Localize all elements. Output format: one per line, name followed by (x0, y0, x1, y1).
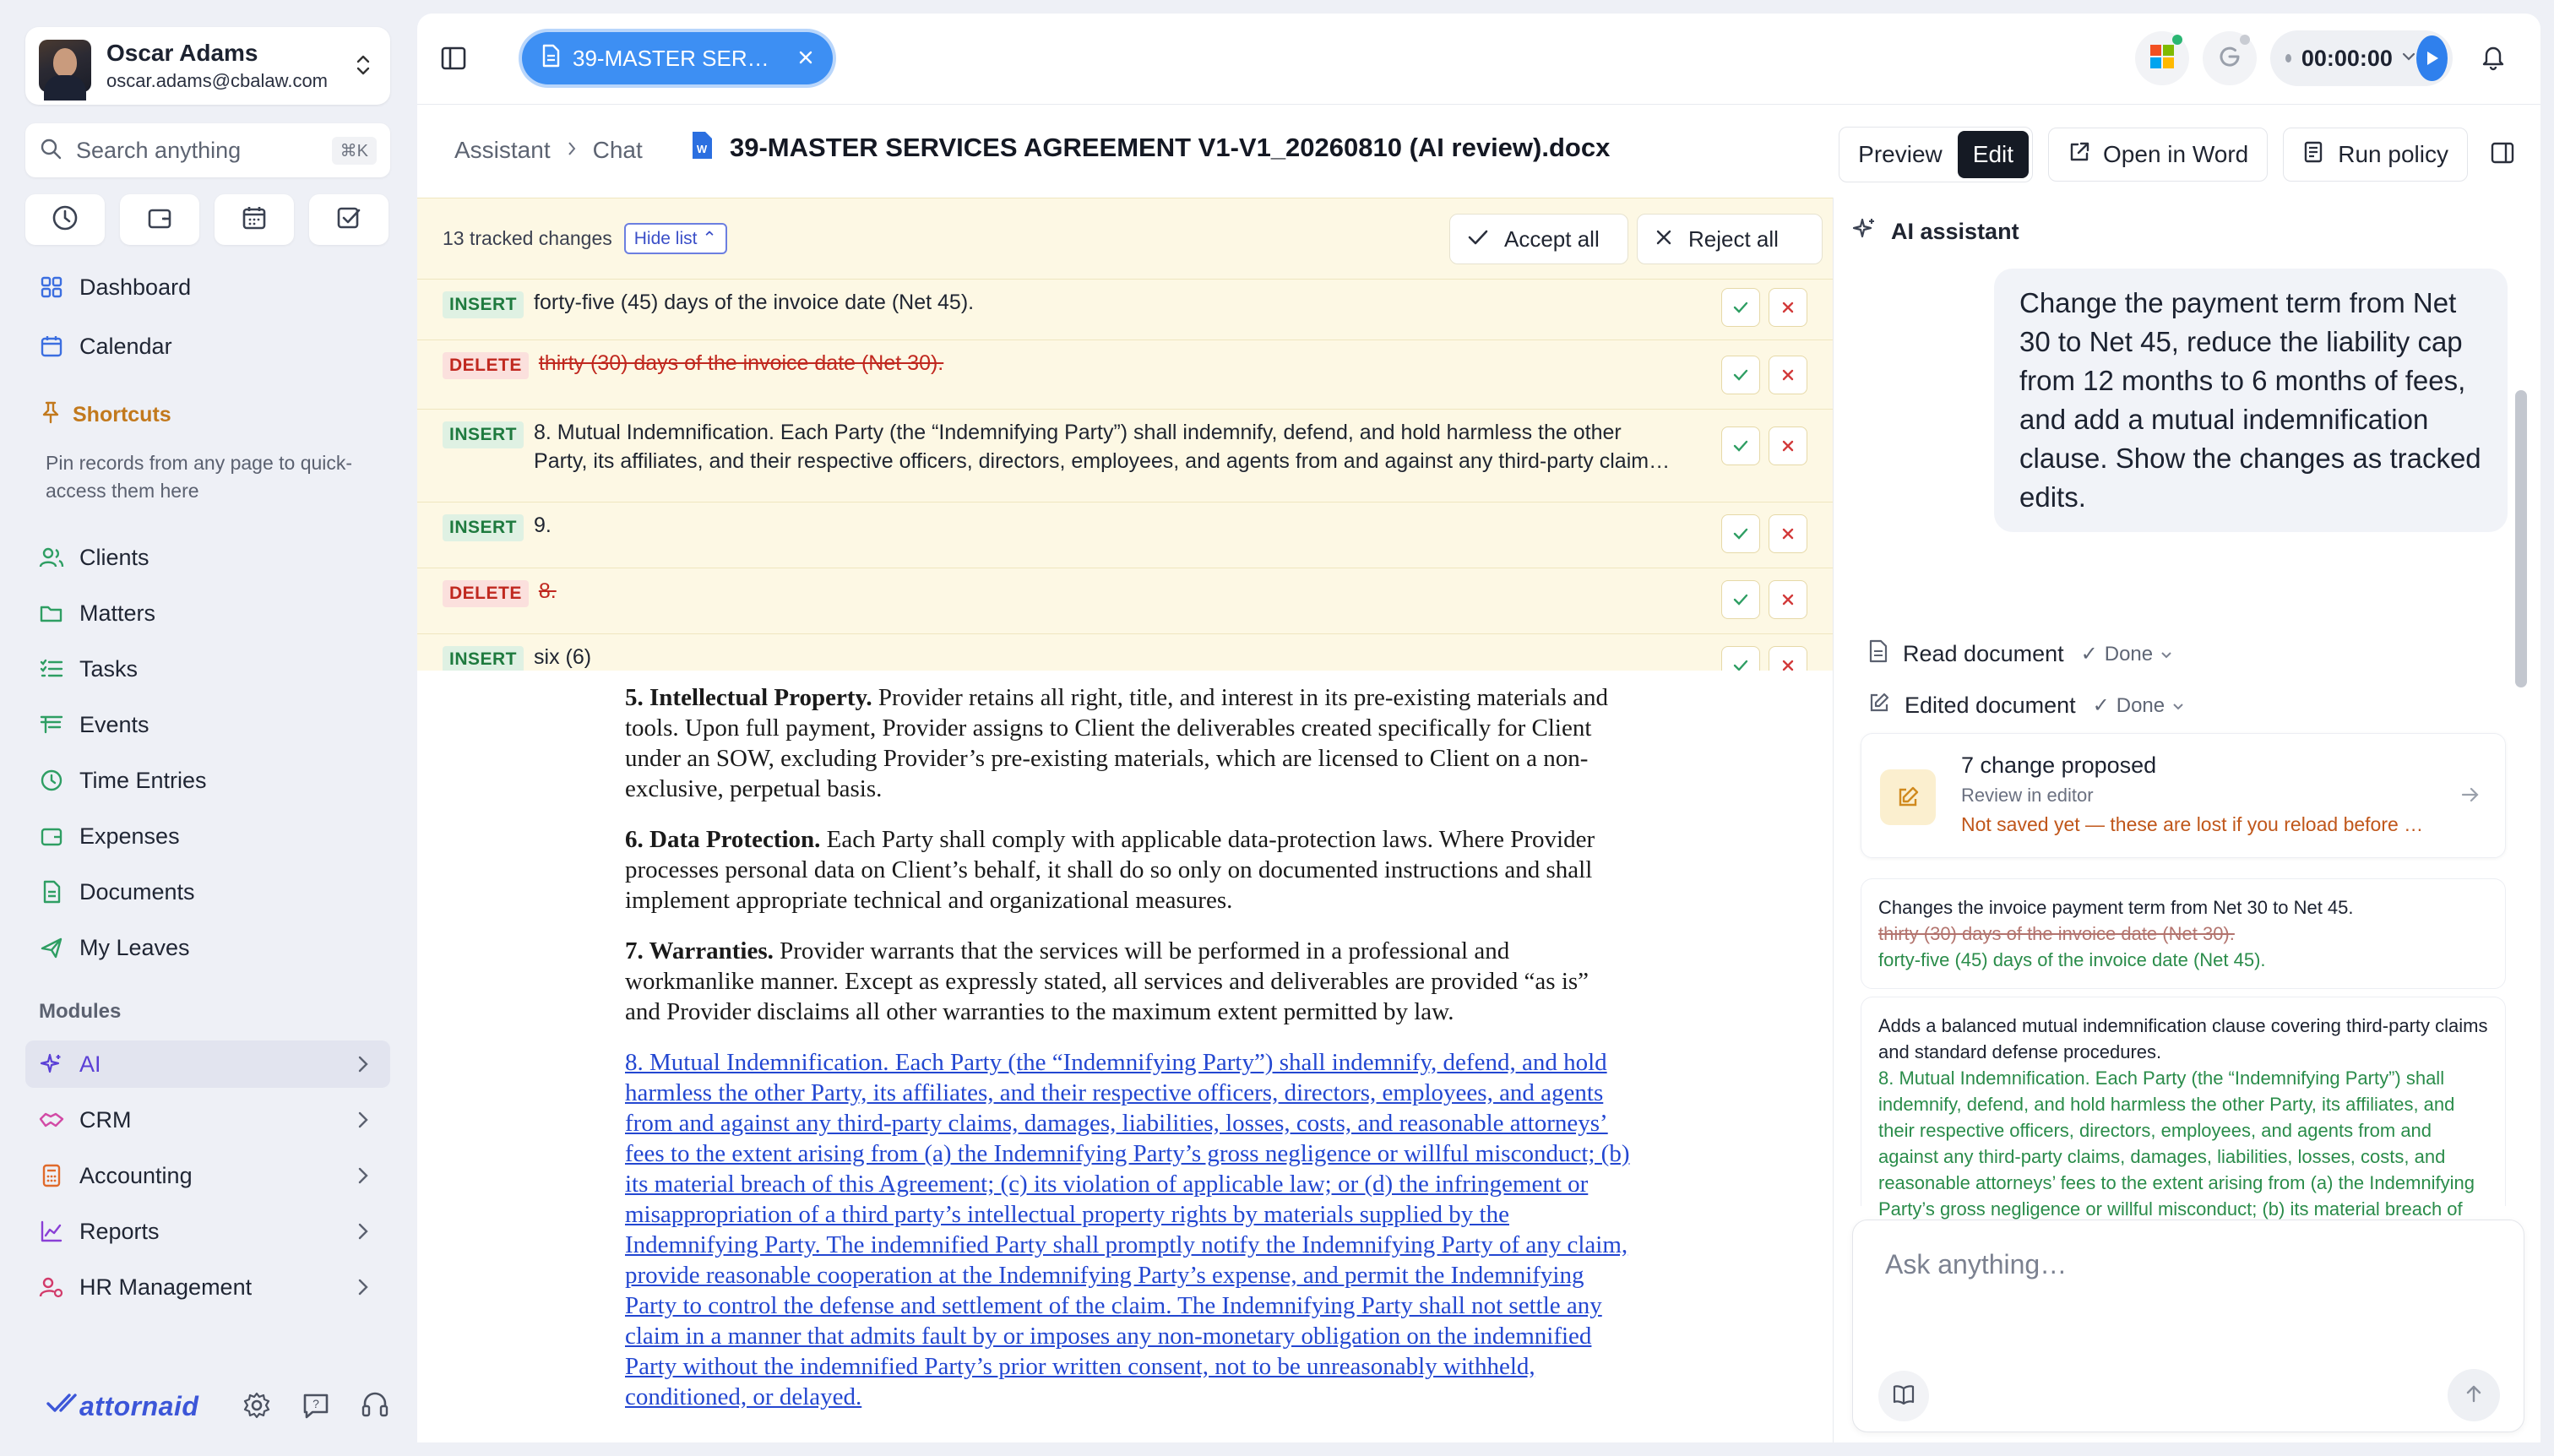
proposal-title: 7 change proposed (1961, 752, 2157, 778)
clause-body: Provider warrants that the services will be performed in a professional and workmanlike manner. Except as expressly stated, all services and deliverables are provided “as is” and Provider disclaims all other warranties to the maximum extent permitted by law. (625, 937, 1589, 1025)
calculator-icon (39, 1163, 64, 1188)
wallet-icon (144, 203, 175, 237)
status-dot (2240, 35, 2250, 45)
reject-all-label: Reject all (1688, 225, 1779, 252)
settings-icon[interactable] (242, 1390, 272, 1425)
ai-assistant-header (1852, 216, 2019, 247)
headset-icon[interactable] (360, 1390, 390, 1425)
nav-calendar[interactable] (25, 323, 390, 370)
sidebar-toggle-icon[interactable] (439, 44, 468, 77)
chevron-right-icon (356, 1277, 370, 1303)
change-text: 8. Mutual Indemnification. Each Party (the “Indemnifying Party”) shall indemnify, defend, and hold harmless the other Party, its affiliates, and their respective officers, directors, employees, and agents from and against any third-party claim… (534, 421, 1671, 473)
edit-icon (1867, 691, 1891, 720)
dashboard-icon (39, 274, 64, 300)
ai-assistant-title: AI assistant (1891, 219, 2019, 244)
notifications-button[interactable] (2466, 31, 2520, 85)
chevron-right-icon (356, 1165, 370, 1192)
accept-change-button[interactable] (1721, 514, 1760, 553)
status-label: Done (2104, 642, 2154, 666)
plane-icon (39, 935, 64, 960)
chevron-right-icon (566, 137, 578, 164)
check-icon (1467, 226, 1489, 253)
step-status (2093, 693, 2185, 718)
insert-badge: INSERT (443, 421, 524, 448)
top-right-controls (2135, 30, 2520, 86)
document-bar (417, 105, 2540, 198)
handshake-icon (39, 1107, 64, 1133)
reject-change-button[interactable] (1769, 514, 1807, 553)
user-gear-icon (39, 1274, 64, 1300)
inserted-clause: 8. Mutual Indemnification. Each Party (the “Indemnifying Party”) shall indemnify, defend, and hold harmless the other Party, its affiliates, and their respective officers, directors, employees, and agents from and against any third-party claims, damages, liabilities, losses, costs, and reasonable attorneys’ fees to the extent arising from (a) the Indemnifying Party’s gross negligence or willful misconduct; (b) its material breach of this Agreement; (c) its violation of applicable law; or (d) the infringement or misappropriation of a third party’s intellectual property rights by materials supplied by the Indemnifying Party. The indemnified Party shall promptly notify the Indemnifying Party of any claim, provide reasonable cooperation at the Indemnifying Party’s expense, and permit the Indemnifying Party to control the defense and settlement of the claim. The Indemnifying Party shall not settle any claim in a manner that admits fault by or imposes any non-monetary obligation on the indemnified Party without the indemnified Party’s prior written consent, not to be unreasonably withheld, conditioned, or delayed. (625, 1049, 1630, 1410)
quick-task-button[interactable] (309, 194, 389, 245)
user-switcher[interactable] (25, 27, 390, 105)
chevron-right-icon (356, 1110, 370, 1136)
microsoft-button[interactable] (2135, 31, 2189, 85)
edit-icon (1880, 769, 1936, 825)
document-icon (39, 879, 64, 905)
insert-badge: INSERT (443, 291, 524, 318)
users-icon (39, 545, 64, 570)
row-actions (1721, 426, 1807, 465)
user-name: Oscar Adams (106, 40, 258, 66)
sidebar (0, 0, 417, 1456)
document-page (625, 682, 1630, 1432)
shortcuts-label: Shortcuts (73, 403, 171, 426)
policy-icon (2302, 140, 2326, 170)
view-mode-toggle (1839, 127, 2033, 182)
checkbox-icon (334, 203, 364, 237)
edit-button[interactable]: Edit (1958, 131, 2029, 178)
library-button[interactable] (1878, 1371, 1929, 1421)
accept-change-button[interactable] (1721, 580, 1760, 619)
chevron-down-icon (2401, 51, 2416, 67)
step-label: Edited document (1905, 693, 2076, 718)
nav-clients[interactable] (25, 534, 390, 581)
step-read-document[interactable] (1867, 638, 2173, 670)
connected-dot (2172, 35, 2182, 45)
user-message: Change the payment term from Net 30 to Net 45, reduce the liability cap from 12 months to 6 months of fees, and add a mutual indemnification clause. Show the changes as tracked edits. (1994, 269, 2508, 532)
change-text: six (6) (534, 645, 592, 669)
nav-accounting[interactable] (25, 1152, 390, 1199)
google-icon (2217, 44, 2242, 73)
folder-icon (39, 600, 64, 626)
change-description: Adds a balanced mutual indemnification clause covering third-party claims and standard defense procedures. (1878, 1015, 2488, 1062)
nav-label: Time Entries (79, 767, 207, 793)
tracked-change-row (417, 410, 1833, 503)
chevron-right-icon (356, 1054, 370, 1080)
clock-icon (50, 203, 80, 237)
nav-tasks[interactable] (25, 645, 390, 693)
nav-label: Reports (79, 1218, 160, 1244)
chat-composer[interactable] (1852, 1220, 2524, 1432)
breadcrumb-chat[interactable]: Chat (592, 137, 643, 163)
svg-text:?: ? (312, 1397, 319, 1410)
microsoft-icon (2149, 44, 2175, 73)
quick-actions (25, 194, 390, 245)
proposal-subtitle: Review in editor (1961, 785, 2094, 806)
nav-hr-management[interactable] (25, 1263, 390, 1311)
accept-all-label: Accept all (1504, 225, 1600, 252)
step-edited-document[interactable] (1867, 691, 2185, 720)
timer-status-dot (2285, 54, 2291, 62)
reject-all-button[interactable] (1637, 214, 1823, 264)
calendar-icon (39, 334, 64, 359)
ai-assistant-panel (1833, 198, 2540, 1442)
svg-text:W: W (696, 143, 708, 155)
change-summary-card[interactable] (1861, 997, 2506, 1220)
arrow-right-icon (2459, 785, 2481, 809)
external-link-icon (2068, 140, 2091, 170)
tracked-changes-header (417, 198, 1833, 280)
right-panel-toggle-icon[interactable] (2490, 140, 2515, 170)
change-text: 9. (534, 513, 552, 537)
check-icon: ✓ (2080, 643, 2098, 666)
nav-expenses[interactable] (25, 812, 390, 860)
clause-body: Each Party shall comply with applicable data-protection laws. Where Provider processes personal data on Client’s behalf, it shall do so only on documented instructions and shall implement appropriate technical and organizational measures. (625, 826, 1595, 914)
shortcuts-title (41, 400, 171, 430)
nav-label: AI (79, 1051, 101, 1077)
x-icon (1655, 226, 1673, 253)
wallet-icon (39, 823, 64, 849)
proposed-changes-card[interactable] (1861, 733, 2506, 858)
nav-matters[interactable] (25, 589, 390, 637)
clause-body: Provider retains all right, title, and interest in its pre-existing materials and tools. Upon full payment, Provider assigns to Client the deliverables created specifically for Client under an SOW, excluding Provider’s pre-existing materials, which are licensed to Client on a non-exclusive, perpetual basis. (625, 684, 1609, 802)
sparkle-icon (1852, 216, 1877, 247)
avatar (39, 40, 91, 92)
chevron-down-icon (2171, 694, 2185, 718)
accept-all-button[interactable] (1449, 214, 1628, 264)
open-in-word-button[interactable] (2048, 128, 2268, 182)
brand-check-icon (46, 1391, 79, 1421)
chart-icon (39, 1219, 64, 1244)
document-editor[interactable] (417, 671, 1833, 1442)
check-icon: ✓ (2092, 694, 2110, 717)
clause-heading: 6. Data Protection. (625, 826, 821, 853)
change-text: forty-five (45) days of the invoice date (Net 45). (534, 291, 975, 314)
nav-documents[interactable] (25, 868, 390, 915)
quick-wallet-button[interactable] (120, 194, 199, 245)
nav-reports[interactable] (25, 1208, 390, 1255)
clock-icon (39, 768, 64, 793)
row-actions (1721, 288, 1807, 327)
nav-time-entries[interactable] (25, 757, 390, 804)
accept-change-button[interactable] (1721, 426, 1760, 465)
tab-label: 39-MASTER SER… (573, 45, 769, 71)
pin-icon (41, 400, 61, 430)
insert-badge: INSERT (443, 514, 524, 541)
send-button[interactable] (2448, 1369, 2500, 1421)
timer-value: 00:00:00 (2301, 45, 2393, 71)
top-bar (417, 14, 2540, 105)
nav-crm[interactable] (25, 1096, 390, 1144)
breadcrumb-assistant[interactable]: Assistant (454, 137, 551, 163)
nav-label: Dashboard (79, 274, 192, 300)
unsaved-warning: Not saved yet — these are lost if you reload before … (1961, 813, 2424, 835)
change-new-text: forty-five (45) days of the invoice date (Net 45). (1878, 949, 2266, 970)
run-policy-button[interactable] (2283, 128, 2468, 182)
nav-label: Expenses (79, 823, 180, 849)
run-policy-label: Run policy (2338, 141, 2448, 167)
status-label: Done (2116, 693, 2165, 717)
nav-label: Matters (79, 600, 156, 626)
tab-document[interactable] (522, 32, 833, 84)
accept-change-button[interactable] (1721, 356, 1760, 394)
brand-name: attornaid (79, 1391, 199, 1421)
hide-list-button[interactable] (624, 223, 727, 254)
nav-ai[interactable] (25, 1040, 390, 1088)
preview-button[interactable]: Preview (1858, 141, 1943, 167)
reject-change-button[interactable] (1769, 356, 1807, 394)
step-status (2081, 642, 2173, 666)
tracked-change-row (417, 503, 1833, 568)
accept-change-button[interactable] (1721, 288, 1760, 327)
user-email: oscar.adams@cbalaw.com (106, 70, 329, 91)
time-tracker[interactable] (2270, 30, 2453, 86)
word-file-icon (689, 130, 715, 165)
arrow-up-icon (2464, 1383, 2484, 1409)
nav-label: Calendar (79, 333, 172, 359)
document-name: 39-MASTER SERVICES AGREEMENT V1-V1_20260810 (AI review).docx (730, 132, 1611, 162)
clause-heading: 5. Intellectual Property. (625, 684, 872, 711)
chat-input[interactable]: Ask anything… (1885, 1249, 2068, 1279)
tracked-changes-panel (417, 198, 1833, 671)
row-actions (1721, 514, 1807, 553)
change-text: 8. (538, 579, 557, 603)
change-description: Changes the invoice payment term from Net 30 to Net 45. (1878, 897, 2354, 918)
tracked-change-row (417, 280, 1833, 340)
bell-icon (2481, 43, 2506, 74)
change-new-text: 8. Mutual Indemnification. Each Party (the “Indemnifying Party”) shall indemnify, defend, and hold harmless the other Party, its affiliates, and their respective officers, directors, employees, and agents from and against any third-party claims, damages, liabilities, losses, costs, and reasonable attorneys’ fees to the extent arising from (a) the Indemnifying Party’s gross negligence or willful misconduct; (b) its material breach of (1878, 1068, 2475, 1220)
calendar-icon (239, 203, 269, 237)
insert-badge: INSERT (443, 646, 524, 673)
change-summary-card[interactable] (1861, 878, 2506, 989)
google-button[interactable] (2203, 31, 2257, 85)
shortcuts-description: Pin records from any page to quick-access them here (46, 452, 353, 502)
nav-label: My Leaves (79, 934, 190, 960)
search-shortcut: ⌘K (332, 137, 377, 165)
help-chat-icon[interactable] (301, 1390, 331, 1425)
book-icon (1892, 1383, 1916, 1410)
document-icon (1867, 638, 1889, 670)
sparkle-icon (39, 1051, 64, 1077)
step-label: Read document (1903, 641, 2064, 666)
search-icon (39, 137, 62, 165)
doc-paragraph (625, 936, 1630, 1027)
nav-label: CRM (79, 1106, 132, 1133)
doc-paragraph (625, 682, 1630, 804)
nav-label: Clients (79, 544, 149, 570)
quick-clock-button[interactable] (25, 194, 105, 245)
open-in-word-label: Open in Word (2103, 141, 2249, 167)
nav-label: HR Management (79, 1274, 253, 1300)
nav-dashboard[interactable] (25, 263, 390, 311)
row-actions (1721, 356, 1807, 394)
chevron-right-icon (356, 1221, 370, 1247)
search-input[interactable] (25, 123, 390, 177)
tasks-icon (39, 656, 64, 682)
reject-change-button[interactable] (1769, 580, 1807, 619)
clause-heading: 7. Warranties. (625, 937, 774, 964)
row-actions (1721, 580, 1807, 619)
document-actions (1839, 127, 2515, 182)
tracked-changes-count: 13 tracked changes (443, 227, 612, 249)
modules-title: Modules (39, 1000, 122, 1023)
quick-calendar-button[interactable] (215, 194, 294, 245)
chevron-down-icon (2160, 643, 2173, 666)
nav-label: Accounting (79, 1162, 193, 1188)
file-icon (541, 43, 561, 74)
chevron-up-icon: ⌃ (702, 229, 717, 248)
close-icon[interactable] (797, 46, 814, 72)
delete-badge: DELETE (443, 580, 529, 607)
breadcrumb (454, 137, 643, 164)
change-old-text: thirty (30) days of the invoice date (Net 30). (1878, 923, 2235, 944)
hide-list-label: Hide list (633, 229, 698, 248)
brand-logo[interactable] (46, 1390, 198, 1422)
nav-label: Tasks (79, 655, 139, 682)
events-icon (39, 712, 64, 737)
scrollbar-thumb[interactable] (2515, 390, 2527, 687)
reject-change-button[interactable] (1769, 426, 1807, 465)
document-title (689, 130, 1610, 165)
tracked-change-row (417, 340, 1833, 410)
chevron-updown-icon (353, 52, 373, 80)
footer-icons (242, 1390, 390, 1425)
doc-paragraph (625, 824, 1630, 915)
delete-badge: DELETE (443, 352, 529, 379)
reject-change-button[interactable] (1769, 288, 1807, 327)
search-placeholder: Search anything (76, 137, 242, 163)
play-icon[interactable] (2416, 35, 2448, 81)
nav-label: Events (79, 711, 149, 737)
change-text: thirty (30) days of the invoice date (Net 30). (538, 351, 944, 375)
nav-my-leaves[interactable] (25, 924, 390, 971)
tracked-change-row (417, 568, 1833, 634)
nav-label: Documents (79, 878, 195, 905)
main-panel (417, 14, 2540, 1442)
nav-events[interactable] (25, 701, 390, 748)
